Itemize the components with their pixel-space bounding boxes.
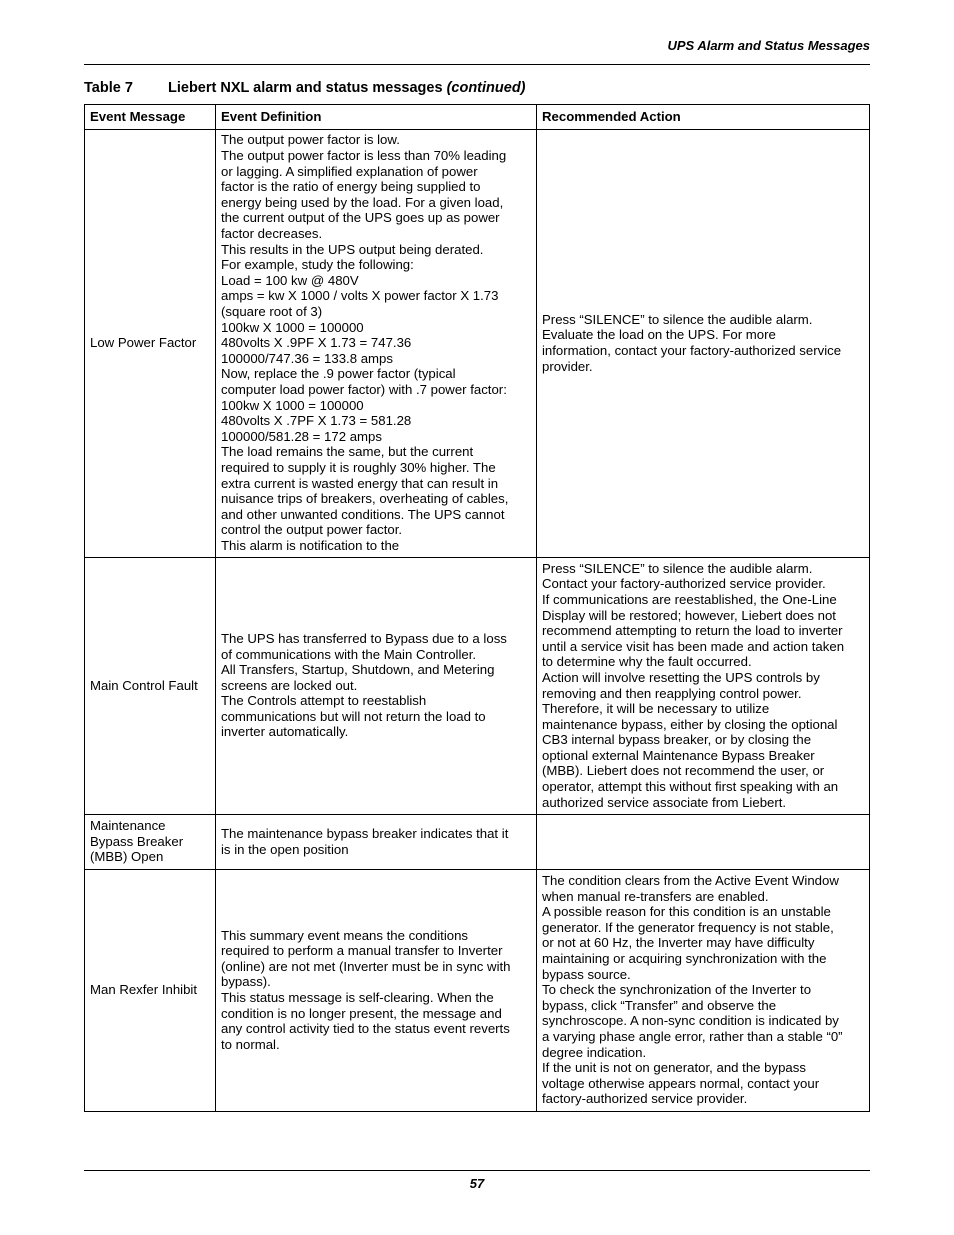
cell-text-line: and other unwanted conditions. The UPS cannot: [221, 506, 505, 522]
cell-text-line: provider.: [542, 358, 593, 374]
cell-text-line: inverter automatically.: [221, 724, 349, 740]
table-row: [85, 558, 870, 815]
cell-text-line: or not at 60 Hz, the Inverter may have difficulty: [542, 935, 815, 951]
header-divider: [84, 64, 870, 65]
cell-text-line: factory-authorized service provider.: [542, 1091, 748, 1107]
cell-text-line: Maintenance: [90, 818, 166, 834]
cell-text-line: bypass, click “Transfer” and observe the: [542, 997, 777, 1013]
cell-text-line: 480volts X .9PF X 1.73 = 747.36: [221, 335, 412, 351]
cell-text-line: This alarm is notification to the: [221, 537, 400, 553]
cell-text-line: This results in the UPS output being derated.: [221, 241, 484, 257]
cell-text-line: 100000/747.36 = 133.8 amps: [221, 350, 393, 366]
cell-text-line: Low Power Factor: [90, 335, 197, 351]
cell-text-line: is in the open position: [221, 841, 349, 857]
cell-text-line: factor decreases.: [221, 226, 323, 242]
cell-text-line: The maintenance bypass breaker indicates that it: [221, 825, 509, 841]
cell-text-line: operator, attempt this without first speaking with an: [542, 779, 839, 795]
cell-text-line: any control activity tied to the status event reverts: [221, 1021, 510, 1037]
cell-text-line: recommend attempting to return the load to inverter: [542, 623, 843, 639]
cell-text-line: Press “SILENCE” to silence the audible alarm.: [542, 311, 813, 327]
cell-text-line: extra current is wasted energy that can result in: [221, 475, 499, 491]
cell-text-line: Now, replace the .9 power factor (typical: [221, 366, 456, 382]
cell-text-line: the current output of the UPS goes up as power: [221, 210, 500, 226]
cell-text-line: required to perform a manual transfer to Inverter: [221, 943, 503, 959]
cell-text-line: Action will involve resetting the UPS controls by: [542, 669, 820, 685]
cell-text-line: The output power factor is less than 70% leading: [221, 148, 507, 164]
event-message-cell: [85, 558, 216, 815]
cell-text-line: To check the synchronization of the Inverter to: [542, 982, 812, 998]
cell-text-line: authorized service associate from Liebert.: [542, 794, 787, 810]
table-row: [85, 815, 870, 870]
recommended-action-cell: [537, 815, 870, 870]
cell-text-line: 100000/581.28 = 172 amps: [221, 428, 382, 444]
cell-text-line: A possible reason for this condition is an unstable: [542, 904, 831, 920]
cell-text-line: All Transfers, Startup, Shutdown, and Metering: [221, 662, 495, 678]
cell-text-line: communications but will not return the load to: [221, 708, 486, 724]
event-definition-cell: [216, 130, 537, 558]
cell-text-line: computer load power factor) with .7 power factor:: [221, 381, 507, 397]
cell-text-line: Therefore, it will be necessary to utilize: [542, 701, 770, 717]
column-header-event-definition: Event Definition: [216, 105, 537, 130]
event-definition-cell: [216, 870, 537, 1112]
cell-text-line: bypass).: [221, 974, 271, 990]
cell-text-line: maintaining or acquiring synchronization with the: [542, 951, 827, 967]
cell-text-line: a varying phase angle error, rather than a stable “0”: [542, 1028, 843, 1044]
cell-text-line: For example, study the following:: [221, 257, 414, 273]
cell-text-line: (square root of 3): [221, 304, 323, 320]
cell-text-line: If communications are reestablished, the One-Line: [542, 591, 837, 607]
recommended-action-cell: [537, 558, 870, 815]
table-title: Liebert NXL alarm and status messages: [168, 80, 447, 96]
cell-text-line: The Controls attempt to reestablish: [221, 693, 427, 709]
table-row: [85, 130, 870, 558]
cell-text-line: energy being used by the load. For a given load,: [221, 194, 504, 210]
cell-text-line: This summary event means the conditions: [221, 927, 469, 943]
cell-text-line: when manual re-transfers are enabled.: [542, 888, 769, 904]
running-header-title: UPS Alarm and Status Messages: [667, 38, 870, 53]
cell-text-line: optional external Maintenance Bypass Breaker: [542, 747, 815, 763]
cell-text-line: The condition clears from the Active Event Window: [542, 873, 839, 889]
cell-text-line: Display will be restored; however, Liebert does not: [542, 607, 836, 623]
cell-text-line: This status message is self-clearing. When the: [221, 990, 494, 1005]
cell-text-line: screens are locked out.: [221, 677, 358, 693]
cell-text-line: required to supply it is roughly 30% higher. The: [221, 459, 496, 475]
table-number: Table 7: [84, 80, 133, 96]
cell-text-line: synchroscope. A non-sync condition is indicated by: [542, 1013, 839, 1029]
cell-text-line: amps = kw X 1000 / volts X power factor X 1.73: [221, 288, 499, 304]
column-header-event-message: Event Message: [85, 105, 216, 130]
cell-text-line: The UPS has transferred to Bypass due to a loss: [221, 630, 507, 646]
event-message-cell: [85, 870, 216, 1112]
cell-text-line: information, contact your factory-authorized service: [542, 343, 842, 358]
cell-text-line: The load remains the same, but the current: [221, 444, 474, 460]
recommended-action-cell: [537, 870, 870, 1112]
cell-text-line: of communications with the Main Controller.: [221, 646, 477, 662]
event-definition-cell: [216, 558, 537, 815]
cell-text-line: (MBB) Open: [90, 849, 164, 865]
table-body: [85, 130, 870, 1112]
cell-text-line: (MBB). Liebert does not recommend the user, or: [542, 763, 825, 779]
cell-text-line: control the output power factor.: [221, 522, 403, 538]
cell-text-line: 480volts X .7PF X 1.73 = 581.28: [221, 413, 412, 429]
cell-text-line: degree indication.: [542, 1044, 647, 1060]
cell-text-line: or lagging. A simplified explanation of power: [221, 163, 478, 179]
cell-text-line: (online) are not met (Inverter must be in sync with: [221, 958, 511, 974]
cell-text-line: nuisance trips of breakers, overheating of cables,: [221, 491, 509, 507]
page-number: 57: [469, 1176, 485, 1191]
cell-text-line: until a service visit has been made and action taken: [542, 638, 845, 654]
cell-text-line: generator. If the generator frequency is not stable,: [542, 919, 834, 935]
cell-text-line: Load = 100 kw @ 480V: [221, 272, 359, 288]
cell-text-line: to determine why the fault occurred.: [542, 654, 752, 670]
alarm-messages-table: [84, 104, 870, 1112]
recommended-action-cell: [537, 130, 870, 558]
cell-text-line: Press “SILENCE” to silence the audible alarm.: [542, 560, 813, 576]
table-row: [85, 870, 870, 1112]
event-message-cell: [85, 130, 216, 558]
table-caption: [84, 80, 526, 96]
cell-text-line: If the unit is not on generator, and the bypass: [542, 1060, 806, 1076]
cell-text-line: to normal.: [221, 1036, 280, 1052]
event-message-cell: [85, 815, 216, 870]
event-definition-cell: [216, 815, 537, 870]
table-header-row: [85, 105, 870, 130]
cell-text-line: factor is the ratio of energy being supplied to: [221, 179, 481, 195]
cell-text-line: Main Control Fault: [90, 677, 198, 693]
cell-text-line: removing and then reapplying control power.: [542, 685, 802, 701]
table-title-continued: (continued): [446, 80, 526, 96]
cell-text-line: Evaluate the load on the UPS. For more: [542, 327, 776, 343]
cell-text-line: 100kw X 1000 = 100000: [221, 397, 364, 413]
cell-text-line: maintenance bypass, either by closing the optional: [542, 716, 838, 732]
cell-text-line: 100kw X 1000 = 100000: [221, 319, 364, 335]
cell-text-line: CB3 internal bypass breaker, or by closing the: [542, 732, 812, 748]
cell-text-line: Bypass Breaker: [90, 833, 184, 849]
cell-text-line: voltage otherwise appears normal, contact your: [542, 1075, 820, 1091]
cell-text-line: The output power factor is low.: [221, 132, 400, 148]
footer-divider: [84, 1170, 870, 1171]
cell-text-line: bypass source.: [542, 966, 631, 982]
column-header-recommended-action: Recommended Action: [537, 105, 870, 130]
cell-text-line: Man Rexfer Inhibit: [90, 982, 198, 998]
cell-text-line: condition is no longer present, the message and: [221, 1005, 502, 1021]
cell-text-line: Contact your factory-authorized service provider.: [542, 576, 826, 592]
